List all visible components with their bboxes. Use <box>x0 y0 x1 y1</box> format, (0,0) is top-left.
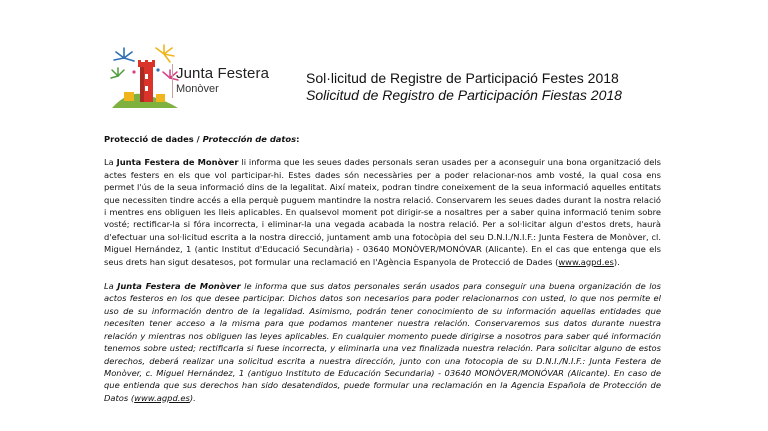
logo-divider <box>172 64 173 98</box>
para-ca-text: li informa que les seues dades personals seran usades per a aconseguir una bona organització dels actes festers en els que vol participar-hi. Estes dades són necessàries per a poder relacionar-nos amb vosté, la qual cosa ens permet l'ús de la seua informació dins de la legalitat. Així mateix, podran tindre coneixement de la seua informació aquelles entitats que necessiten tindre accés a ella perquè puguem mantindre la nostra relació. Conservarem les seues dades durant la nostra relació i mentres ens obliguen les lleis aplicables. En qualsevol moment pot dirigir-se a nosaltres per a saber quina informació tenim sobre vosté; rectificar-la si fóra incorrecta, i eliminar-la una vegada acabada la nostra relació. Per a sol·licitar algun d'estos drets, haurà d'efectuar una sol·licitud escrita a la nostra direcció, juntament amb una fotocòpia del seu D.N.I./N.I.F.: Junta Festera de Monòver, cl. Miguel Hernández, 1 (antic Institut d'Educació Secundària) - 03640 MONÒVER/MONÓVAR (Alicante). En el cas que entenga que els seus drets han sigut desatesos, pot formular una reclamació en l'Agència Espanyola de Protecció de Dades ( <box>104 157 662 267</box>
logo-graphic <box>110 44 180 110</box>
section-heading <box>104 133 661 145</box>
organization-name: Junta Festera <box>176 65 270 82</box>
para-ca-entity: Junta Festera de Monòver <box>116 157 239 168</box>
para-es-entity: Junta Festera de Monòver <box>117 281 241 292</box>
para-ca-lead: La <box>104 157 117 168</box>
privacy-paragraph-catalan <box>104 156 661 268</box>
heading-spanish: Protección de datos <box>202 134 297 144</box>
junta-festera-logo <box>110 44 180 110</box>
para-ca-tail: ). <box>613 256 620 267</box>
heading-colon: : <box>296 134 300 144</box>
title-catalan: Sol·licitud de Registre de Participació Festes 2018 <box>306 70 619 86</box>
organization-block <box>176 65 269 95</box>
logo-firework-green <box>111 68 124 78</box>
para-es-lead: La <box>104 281 118 292</box>
heading-catalan: Protecció de dades / <box>104 134 200 144</box>
logo-firework-yellow <box>156 45 174 62</box>
title-spanish: Solicitud de Registro de Participación Fiestas 2018 <box>306 87 622 103</box>
para-es-text: le informa que sus datos personales serán usados para conseguir una buena organización de los actos festeros en los que desee participar. Dichos datos son necesarios para poder relacionarnos con usted, lo que nos permite el uso de su información dentro de la legalidad. Asimismo, podrán tener conocimiento de su información aquellas entidades que necesiten tener acceso a la misma para que podamos mantener nuestra relación. Conservaremos sus datos durante nuestra relación y mientras nos obliguen las leyes aplicables. En cualquier momento puede dirigirse a nosotros para saber qué información tenemos sobre usted; rectificarla si fuese incorrecta, y eliminarla una vez finalizada nuestra relación. Para solicitar alguno de estos derechos, deberá realizar una solicitud escrita a nuestra dirección, junto con una fotocopia de su D.N.I./N.I.F.: Junta Festera de Monòver, c. Miguel Hernández, 1 (antiguo Instituto de Educación Secundaria) - 03640 MONÒVER/MONÓVAR (Alicante). En caso de que entienda que sus derechos han sido desatendidos, puede formular una reclamación en la Agencia Española de Protección de Datos ( <box>104 281 661 403</box>
agpd-link-spanish[interactable]: www.agpd.es <box>134 392 190 403</box>
agpd-link-catalan[interactable]: www.agpd.es <box>558 256 614 267</box>
para-es-tail: ). <box>189 392 196 403</box>
document-body <box>104 133 661 416</box>
privacy-paragraph-spanish <box>104 280 661 404</box>
logo-firework-blue <box>114 48 134 61</box>
document-titles <box>306 70 622 103</box>
organization-city: Monòver <box>176 83 219 95</box>
